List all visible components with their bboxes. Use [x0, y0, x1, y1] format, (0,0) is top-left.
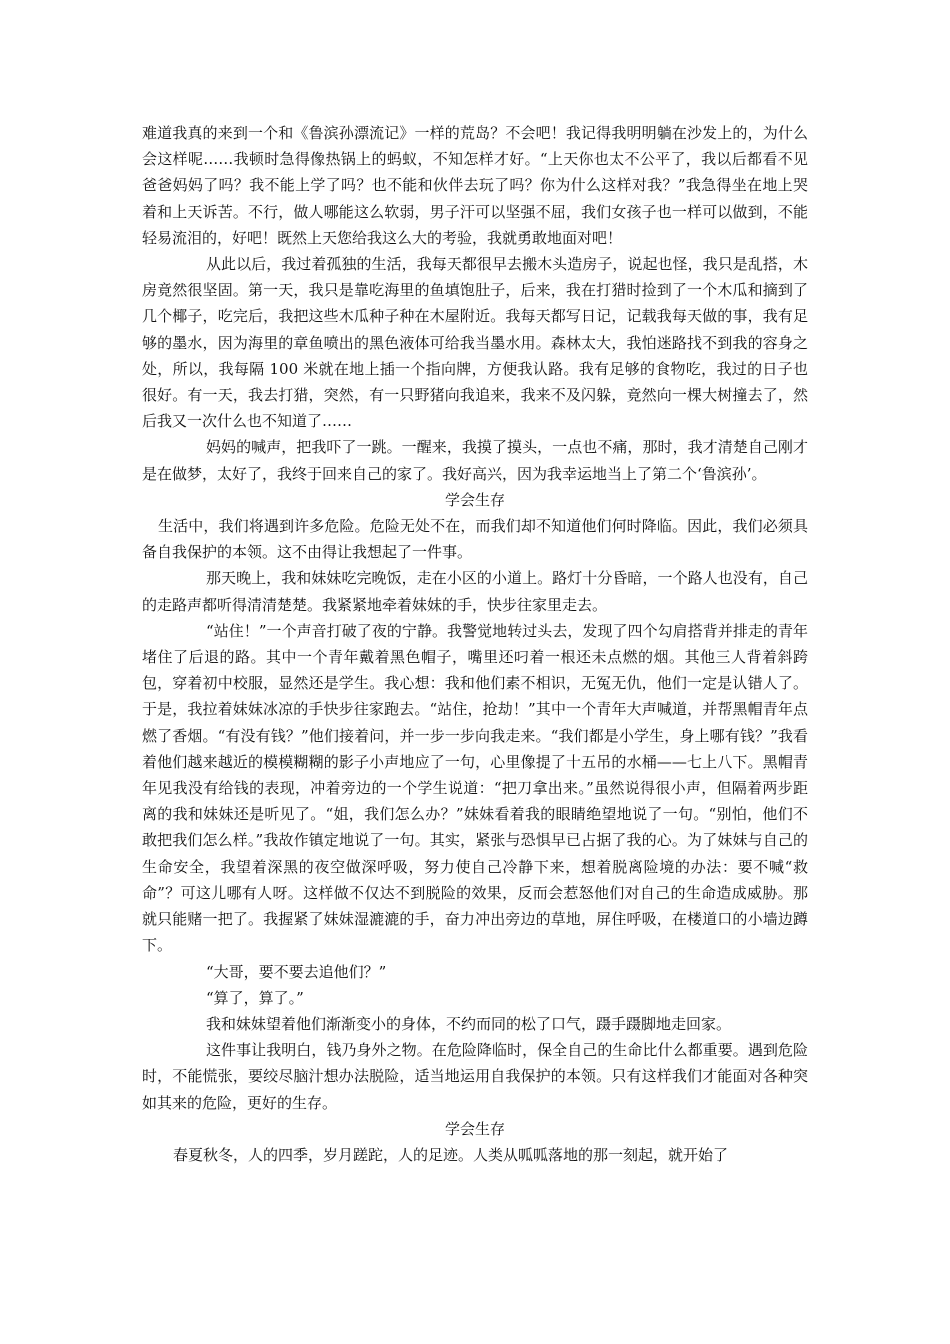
paragraph: 春夏秋冬，人的四季，岁月蹉跎，人的足迹。人类从呱呱落地的那一刻起，就开始了	[173, 1145, 729, 1164]
section-title: 学会生存	[444, 1119, 505, 1138]
dialogue-line: “算了，算了。”	[206, 988, 304, 1007]
paragraph: 从此以后，我过着孤独的生活，我每天都很早去搬木头造房子，说起也怪，我只是乱搭，木房竟然很坚固。第一天，我只是靠吃海里的鱼填饱肚子，后来，我在打猎时捡到了一个木瓜和摘到了几个椰子，吃完后，我把这些木瓜种子种在木屋附近。我每天都写日记，记载我每天做的事，我有足够的墨水，因为海里的章鱼喷出的黑色液体可给我当墨水用。森林太大，我怕迷路找不到我的容身之处，所以，我每隔 100 米就在地上插一个指向牌，方便我认路。我有足够的食物吃，我过的日子也很好。有一天，我去打猎，突然，有一只野猪向我追来，我来不及闪躲，竟然向一棵大树撞去了，然后我又一次什么也不知道了……	[142, 255, 808, 431]
section-title: 学会生存	[444, 490, 505, 509]
paragraph: 妈妈的喊声，把我吓了一跳。一醒来，我摸了摸头，一点也不痛，那时，我才清楚自己刚才是在做梦，太好了，我终于回来自己的家了。我好高兴，因为我幸运地当上了第二个‘鲁滨孙’。	[142, 438, 808, 483]
paragraph: “站住！”一个声音打破了夜的宁静。我警觉地转过头去，发现了四个勾肩搭背并排走的青年堵住了后退的路。其中一个青年戴着黑色帽子，嘴里还叼着一根还未点燃的烟。其他三人背着斜跨包，穿着初中校服，显然还是学生。我心想：我和他们素不相识，无冤无仇，他们一定是认错人了。于是，我拉着妹妹冰凉的手快步往家跑去。“站住，抢劫！”其中一个青年大声喊道，并帮黑帽青年点燃了香烟。“有没有钱？”他们接着问，并一步一步向我走来。“我们都是小学生，身上哪有钱？”我看着他们越来越近的模模糊糊的影子小声地应了一句，心里像提了十五吊的水桶——七上八下。黑帽青年见我没有给钱的表现，冲着旁边的一个学生说道：“把刀拿出来。”虽然说得很小声，但隔着两步距离的我和妹妹还是听见了。“姐，我们怎么办？”妹妹看着我的眼睛绝望地说了一句。“别怕，他们不敢把我们怎么样。”我故作镇定地说了一句。其实，紧张与恐惧早已占据了我的心。为了妹妹与自己的生命安全，我望着深黑的夜空做深呼吸，努力使自己冷静下来，想着脱离险境的办法：要不喊“救命”？可这儿哪有人呀。这样做不仅达不到脱险的效果，反而会惹怒他们对自己的生命造成威胁。那就只能赌一把了。我握紧了妹妹湿漉漉的手，奋力冲出旁边的草地，屏住呼吸，在楼道口的小墙边蹲下。	[142, 621, 808, 955]
paragraph: 生活中，我们将遇到许多危险。危险无处不在，而我们却不知道他们何时降临。因此，我们必须具备自我保护的本领。这不由得让我想起了一件事。	[142, 517, 808, 562]
document-body	[142, 120, 808, 1168]
paragraph: 这件事让我明白，钱乃身外之物。在危险降临时，保全自己的生命比什么都重要。遇到危险时，不能慌张，要绞尽脑汁想办法脱险，适当地运用自我保护的本领。只有这样我们才能面对各种突如其来的危险，更好的生存。	[142, 1041, 808, 1112]
paragraph: 我和妹妹望着他们渐渐变小的身体，不约而同的松了口气，蹑手蹑脚地走回家。	[206, 1014, 732, 1033]
paragraph: 难道我真的来到一个和《鲁滨孙漂流记》一样的荒岛？不会吧！我记得我明明躺在沙发上的，为什么会这样呢……我顿时急得像热锅上的蚂蚁，不知怎样才好。“上天你也太不公平了，我以后都看不见爸爸妈妈了吗？我不能上学了吗？也不能和伙伴去玩了吗？你为什么这样对我？”我急得坐在地上哭着和上天诉苦。不行，做人哪能这么软弱，男子汗可以坚强不屈，我们女孩子也一样可以做到，不能轻易流泪的，好吧！既然上天您给我这么大的考验，我就勇敢地面对吧！	[142, 124, 808, 247]
paragraph: 那天晚上，我和妹妹吃完晚饭，走在小区的小道上。路灯十分昏暗，一个路人也没有，自己的走路声都听得清清楚楚。我紧紧地牵着妹妹的手，快步往家里走去。	[142, 569, 808, 614]
dialogue-line: “大哥，要不要去追他们？”	[206, 962, 387, 981]
